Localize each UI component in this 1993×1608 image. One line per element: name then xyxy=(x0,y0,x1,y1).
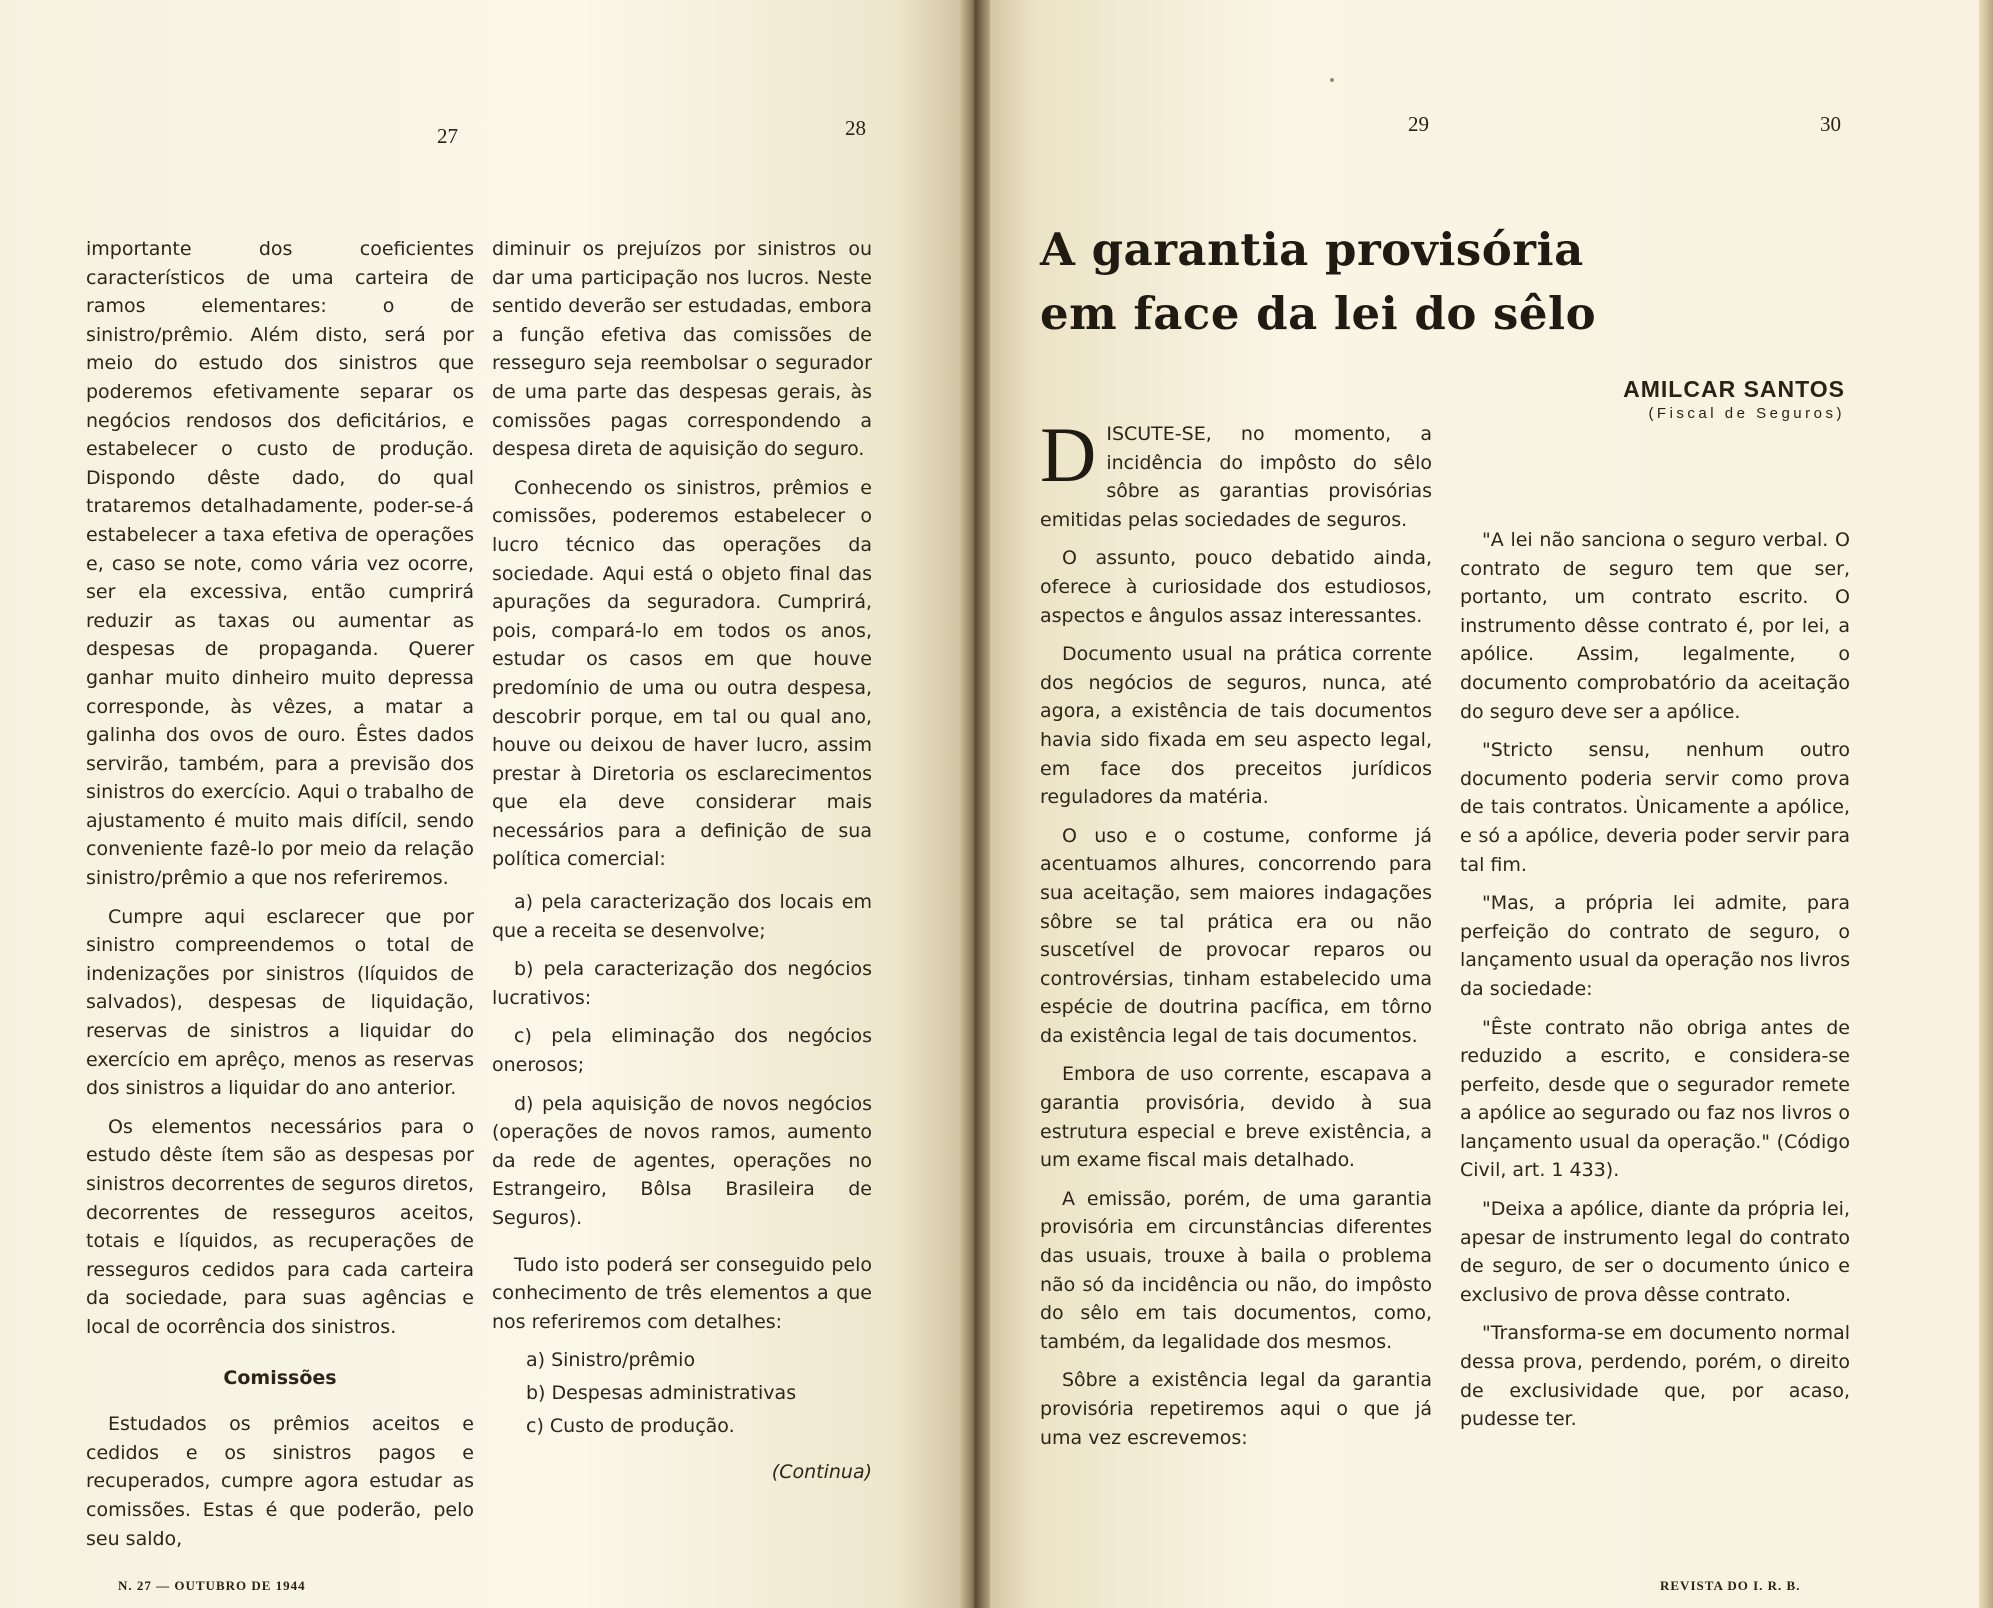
list-item: b) Despesas administrativas xyxy=(526,1381,797,1404)
lead-text: ISCUTE-SE, no momento, a incidência do impôsto do sêlo sôbre as garantias provisórias emitidas pelas sociedades de seguros. xyxy=(1040,423,1432,531)
paragraph: Estudados os prêmios aceitos e cedidos e os sinistros pagos e recuperados, cumpre agora estudar as comissões. Estas é que poderão, pelo seu saldo, xyxy=(86,1413,474,1550)
paragraph-lead xyxy=(1040,411,1432,534)
section-heading: Comissões xyxy=(223,1366,337,1389)
list-item: b) pela caracterização dos negócios lucrativos: xyxy=(492,958,872,1009)
author-block xyxy=(1623,376,1845,422)
page-edge xyxy=(1979,0,1993,1608)
author-role: (Fiscal de Seguros) xyxy=(1648,405,1845,422)
drop-cap: D xyxy=(1040,411,1097,498)
page-number-28: 28 xyxy=(845,116,866,140)
list-item: a) pela caracterização dos locais em que a receita se desenvolve; xyxy=(492,891,872,942)
paragraph: Os elementos necessários para o estudo dêste ítem são as despesas por sinistros decorrentes de seguros diretos, decorrentes de resseguros aceitos, totais e líquidos, as recuperações de resseguros cedidos para cada carteira da sociedade, para suas agências e local de ocorrência dos sinistros. xyxy=(86,1115,474,1338)
paragraph: A emissão, porém, de uma garantia provisória em circunstâncias diferentes das usuais, trouxe à baila o problema não só da incidência ou não, do impôsto do sêlo em tais documentos, como, também, da legalidade dos mesmos. xyxy=(1040,1187,1432,1353)
paragraph: Documento usual na prática corrente dos negócios de seguros, nunca, até agora, a existência de tais documentos havia sido fixada em seu aspecto legal, em face dos preceitos jurídicos reguladores da matéria. xyxy=(1040,643,1432,809)
paragraph: Sôbre a existência legal da garantia provisória repetiremos aqui o que já uma vez escrevemos: xyxy=(1040,1369,1432,1449)
paper-speck xyxy=(1330,78,1334,82)
left-column-2 xyxy=(492,235,872,1487)
book-spine xyxy=(958,0,990,1608)
list-item: c) pela eliminação dos negócios onerosos; xyxy=(492,1025,872,1077)
list-item: c) Custo de produção. xyxy=(526,1414,735,1437)
paragraph: Tudo isto poderá ser conseguido pelo conhecimento de três elementos a que nos referiremos com detalhes: xyxy=(492,1253,872,1333)
paragraph: "Mas, a própria lei admite, para perfeição do contrato de seguro, o lançamento usual da operação nos livros da sociedade: xyxy=(1460,892,1851,1000)
page-number-30: 30 xyxy=(1820,112,1841,136)
paragraph: "A lei não sanciona o seguro verbal. O contrato de seguro tem que ser, portanto, um contrato escrito. O instrumento dêsse contrato é, por lei, a apólice. Assim, legalmente, o documento comprobatório da aceitação do seguro deve ser a apólice. xyxy=(1460,529,1850,723)
paragraph: O assunto, pouco debatido ainda, oferece à curiosidade dos estudiosos, aspectos e ângulos assaz interessantes. xyxy=(1040,547,1432,627)
page-number-29: 29 xyxy=(1408,112,1429,136)
paragraph: Cumpre aqui esclarecer que por sinistro compreendemos o total de indenizações por sinistros (líquidos de salvados), despesas de liquidação, reservas de sinistros a liquidar do exercício em aprêço, menos as reservas dos sinistros a liquidar do ano anterior. xyxy=(86,905,474,1100)
paragraph: Conhecendo os sinistros, prêmios e comissões, poderemos estabelecer o lucro técnico das operações da sociedade. Aqui está o objeto final das apurações da seguradora. Cumprirá, pois, compará-lo em todos os anos, estudar os casos em que houve predomínio de uma ou outra despesa, descobrir porque, em tal ou qual ano, houve ou deixou de haver lucro, assim prestar à Diretoria os esclarecimentos que ela deve considerar mais necessários para a definição de sua política comercial: xyxy=(492,476,872,871)
left-column-1 xyxy=(86,235,474,1563)
paragraph: "Stricto sensu, nenhum outro documento poderia servir como prova de tais contratos. Ùnicamente a apólice, e só a apólice, deveria poder servir para tal fim. xyxy=(1460,739,1850,876)
paragraph: diminuir os prejuízos por sinistros ou dar uma participação nos lucros. Neste sentido deverão ser estudadas, embora a função efetiva das comissões de resseguro seja reembolsar o segurador de uma parte das despesas gerais, às comissões pagas correspondendo a despesa direta de aquisição do seguro. xyxy=(492,238,872,461)
list-item: d) pela aquisição de novos negócios (operações de novos ramos, aumento da rede de agentes, operações no Estrangeiro, Bôlsa Brasileira de Seguros). xyxy=(492,1092,872,1229)
list-item: a) Sinistro/prêmio xyxy=(526,1349,696,1372)
right-column-2 xyxy=(1460,526,1850,1444)
paragraph: "Êste contrato não obriga antes de reduzido a escrito, e considera-se perfeito, desde que o segurador remete a apólice ao segurado ou faz nos livros o lançamento usual da operação." (Código Civil, art. 1 433). xyxy=(1460,1016,1850,1182)
paragraph: "Transforma-se em documento normal dessa prova, perdendo, porém, o direito de exclusividade que, por acaso, pudesse ter. xyxy=(1460,1322,1850,1431)
footer-issue: N. 27 — OUTUBRO DE 1944 xyxy=(118,1578,306,1593)
footer-journal: REVISTA DO I. R. B. xyxy=(1660,1578,1801,1593)
page-number-27: 27 xyxy=(437,124,458,148)
continua-note: (Continua) xyxy=(771,1461,872,1484)
right-column-1 xyxy=(1040,411,1432,1462)
article-title: A garantia provisória em face da lei do sêlo xyxy=(1040,223,1597,340)
paragraph: "Deixa a apólice, diante da própria lei, apesar de instrumento legal do contrato de seguro, de ser o documento único e exclusivo de prova dêsse contrato. xyxy=(1460,1198,1850,1306)
paragraph: O uso e o costume, conforme já acentuamos alhures, concorrendo para sua aceitação, sem maiores indagações sôbre se tal prática era ou não suscetível de provocar reparos ou controvérsias, tinham estabelecido uma espécie de doutrina pacífica, em tôrno da existência legal de tais documentos. xyxy=(1040,824,1432,1047)
paragraph: Embora de uso corrente, escapava a garantia provisória, devido à sua estrutura especial e breve existência, a um exame fiscal mais detalhado. xyxy=(1040,1063,1432,1172)
paragraph: importante dos coeficientes característicos de uma carteira de ramos elementares: o de sinistro/prêmio. Além disto, será por meio do estudo dos sinistros que poderemos efetivamente separar os negócios rendosos dos deficitários, e estabelecer o custo de produção. Dispondo dêste dado, do qual trataremos detalhadamente, poder-se-á estabelecer a taxa efetiva de operações e, caso se note, como vária vez ocorre, ser ela excessiva, então cumprirá reduzir as taxas ou aumentar as despesas de propaganda. Querer ganhar muito dinheiro muito depressa corresponde, às vêzes, a matar a galinha dos ovos de ouro. Êstes dados servirão, também, para a previsão dos sinistros do exercício. Aqui o trabalho de ajustamento é muito mais difícil, sendo conveniente fazê-lo por meio da relação sinistro/prêmio a que nos referiremos. xyxy=(86,238,474,890)
author-name: AMILCAR SANTOS xyxy=(1623,376,1845,402)
